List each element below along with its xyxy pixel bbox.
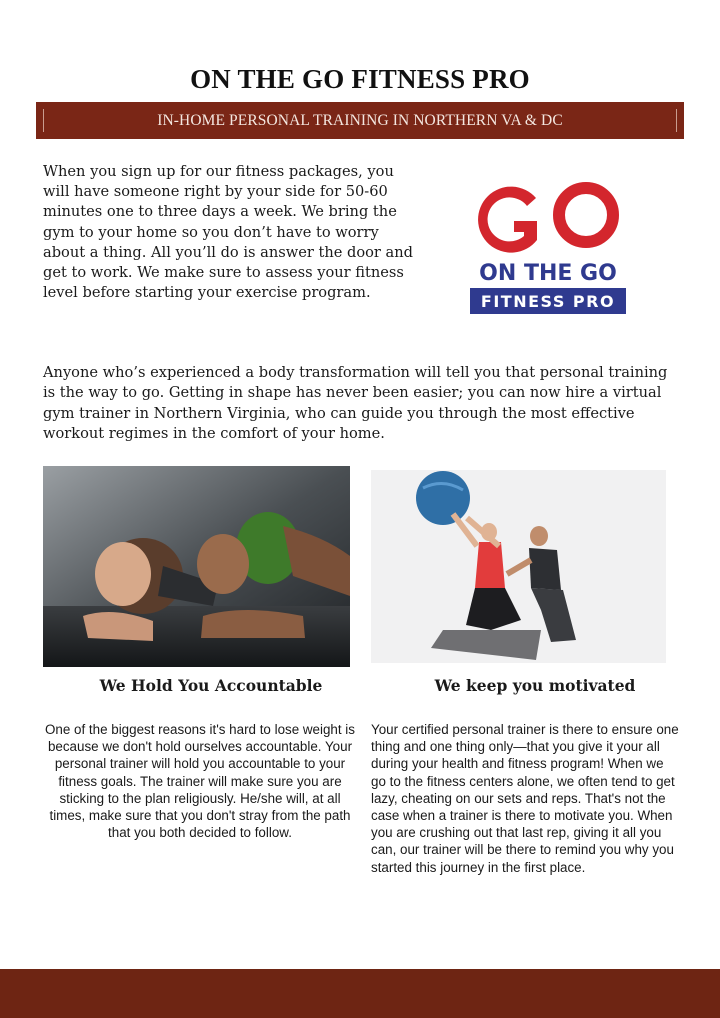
section-heading-motivated: We keep you motivated	[434, 676, 636, 695]
plank-workout-photo	[43, 466, 350, 667]
intro-paragraph: When you sign up for our fitness packages, you will have someone right by your side for 50-60 minutes one to three days a week. We bring the gym to your home so you don’t have to worry about a thing. All you’ll do is answer the door and get to work. We make sure to assess your fitness level before starting your exercise program.	[43, 163, 413, 302]
footer-bar	[0, 969, 720, 1018]
logo-o-letter	[559, 188, 613, 242]
banner-text: IN-HOME PERSONAL TRAINING IN NORTHERN VA & DC	[157, 111, 563, 129]
trainer-ball-photo	[371, 470, 666, 663]
page-title: ON THE GO FITNESS PRO	[190, 64, 530, 94]
body-paragraph: Anyone who’s experienced a body transformation will tell you that personal training is the way to go. Getting in shape has never been easier; you can now hire a virtual gym trainer in Northern Virginia, who can guide you through the most effective workout regimes in the comfort of your home.	[43, 364, 668, 443]
banner-frame	[43, 109, 677, 132]
plank-photo-illustration	[43, 466, 350, 667]
trainer-photo-illustration	[371, 470, 666, 663]
logo-line2: FITNESS PRO	[480, 292, 616, 311]
accountable-text: One of the biggest reasons it's hard to lose weight is because we don't hold ourselves accountable. Your personal trainer will hold you accountable to your fitness goals. The trainer will make sure you are sticking to the plan religiously. He/she will, at all times, make sure that you don't stray from the path that you both decided to follow.	[45, 722, 355, 841]
subtitle-banner	[36, 102, 684, 139]
section-heading-accountable: We Hold You Accountable	[99, 676, 323, 695]
motivated-text: Your certified personal trainer is there to ensure one thing and one thing only—that you give it your all during your health and fitness program! When we go to the fitness centers alone, we often tend to get lazy, cheating on our sets and reps. That's not the case when a trainer is there to motivate you. When you are crushing out that last rep, giving it all you can, our trainer will be there to remind you why you started this journey in the first place.	[371, 722, 679, 875]
logo-g-letter	[478, 187, 537, 253]
logo-graphic	[462, 176, 634, 318]
logo-line1: ON THE GO	[479, 261, 617, 286]
brand-logo	[462, 176, 634, 318]
